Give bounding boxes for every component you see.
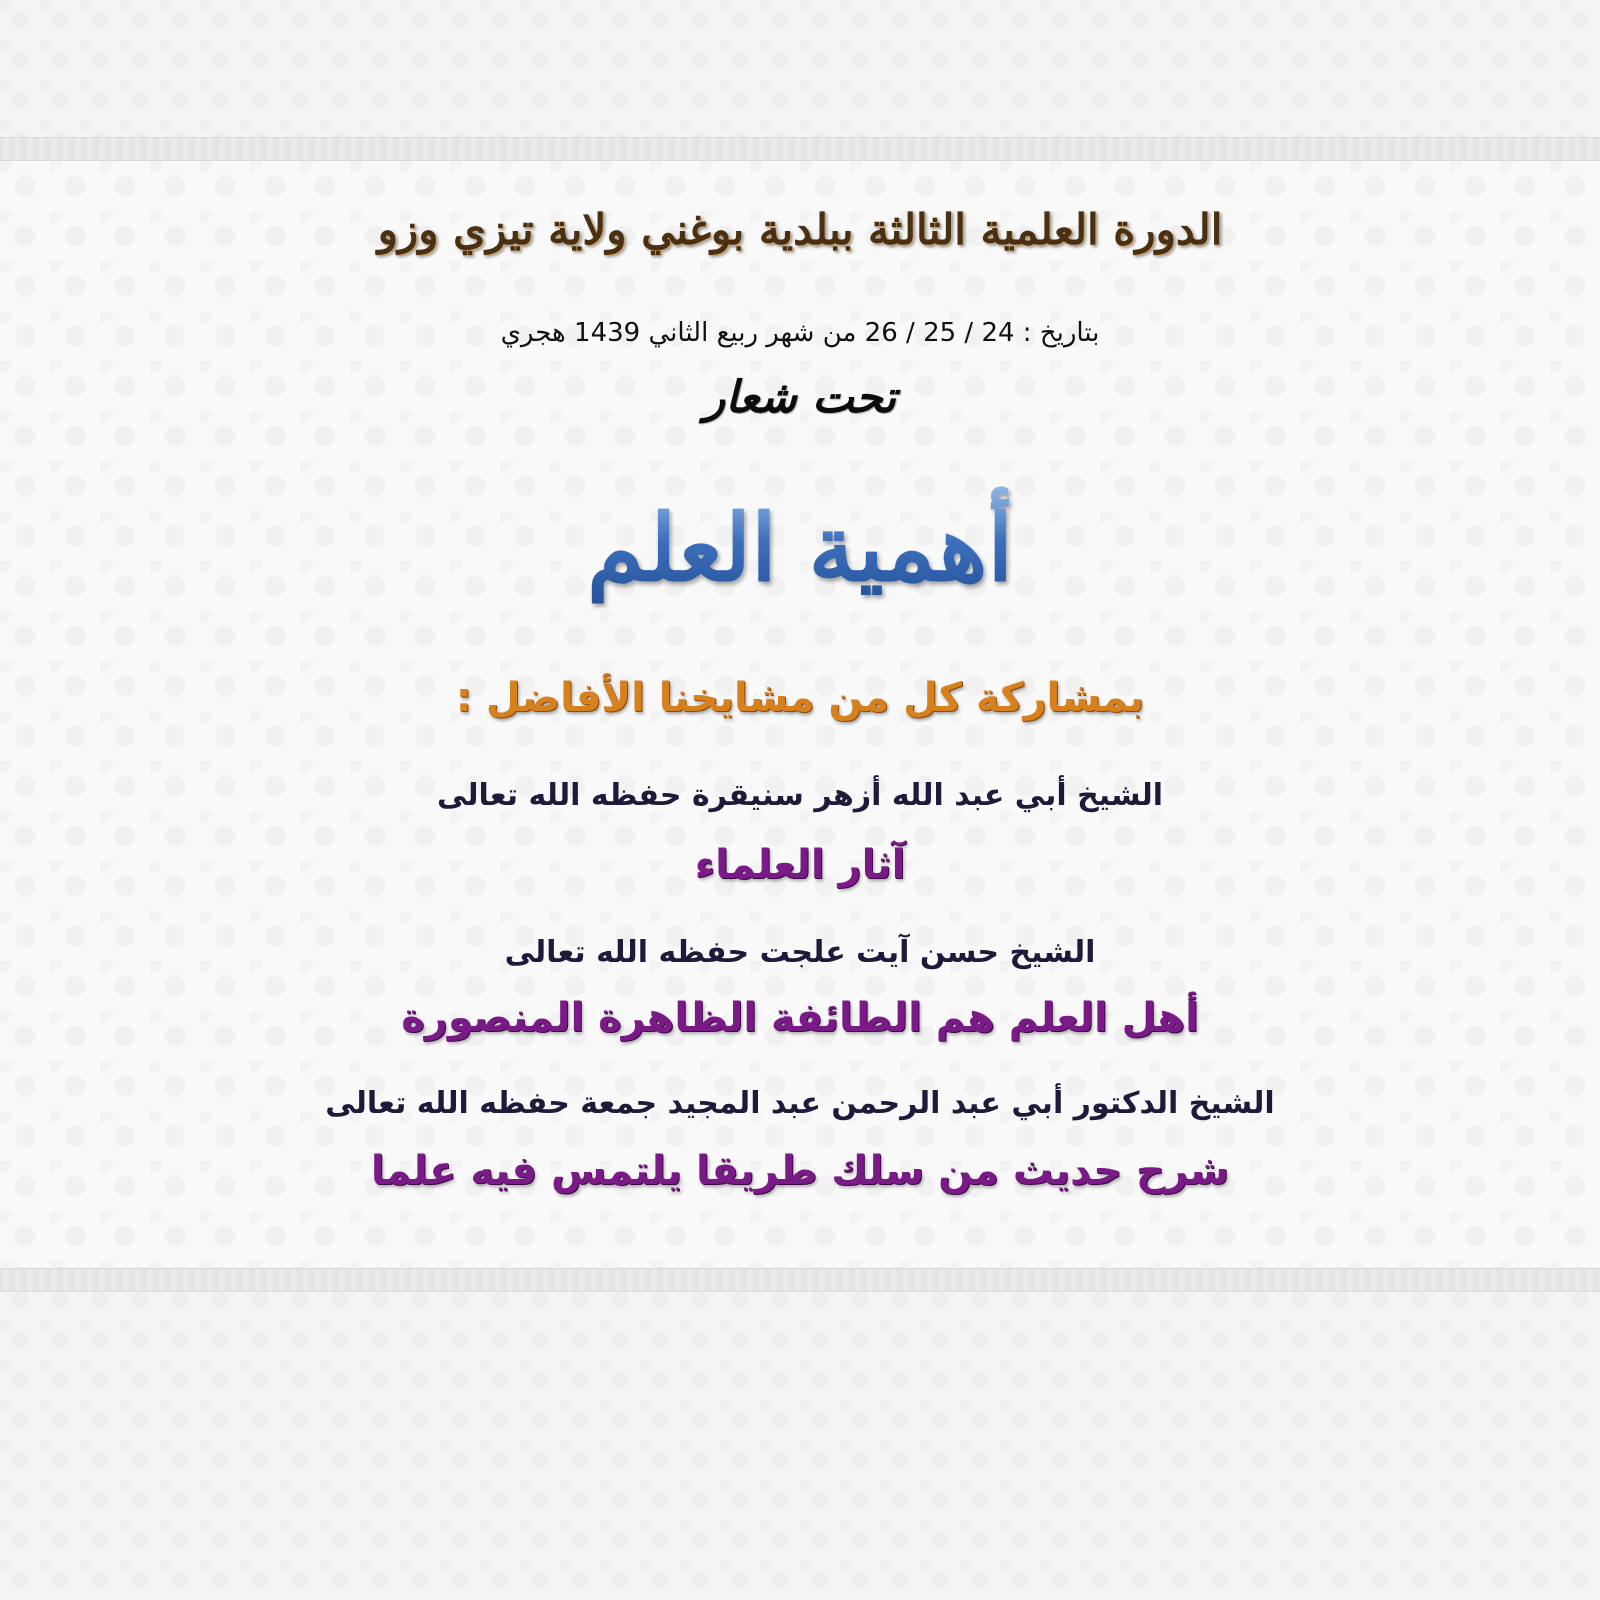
bottom-decorative-band [0,1268,1600,1292]
lecture-title-2: أهل العلم هم الطائفة الظاهرة المنصورة [401,995,1199,1041]
participation-heading: بمشاركة كل من مشايخنا الأفاضل : [455,675,1145,721]
slogan-calligraphy: أهمية العلم [0,478,1600,618]
speaker-name-3: الشيخ الدكتور أبي عبد الرحمن عبد المجيد جمعة حفظه الله تعالى [325,1086,1275,1121]
lecture-title-3: شرح حديث من سلك طريقا يلتمس فيه علما [370,1148,1230,1194]
speaker-name-1: الشيخ أبي عبد الله أزهر سنيقرة حفظه الله تعالى [436,778,1164,813]
speaker-name-2: الشيخ حسن آيت علجت حفظه الله تعالى [504,935,1096,970]
top-decorative-band [0,137,1600,161]
slogan-label: تحت شعار [704,372,896,423]
event-title: الدورة العلمية الثالثة ببلدية بوغني ولاية تيزي وزو [377,205,1223,254]
event-date: بتاريخ : 24 / 25 / 26 من شهر ربيع الثاني 1439 هجري [500,318,1100,348]
lecture-title-1: آثار العلماء [694,842,906,888]
